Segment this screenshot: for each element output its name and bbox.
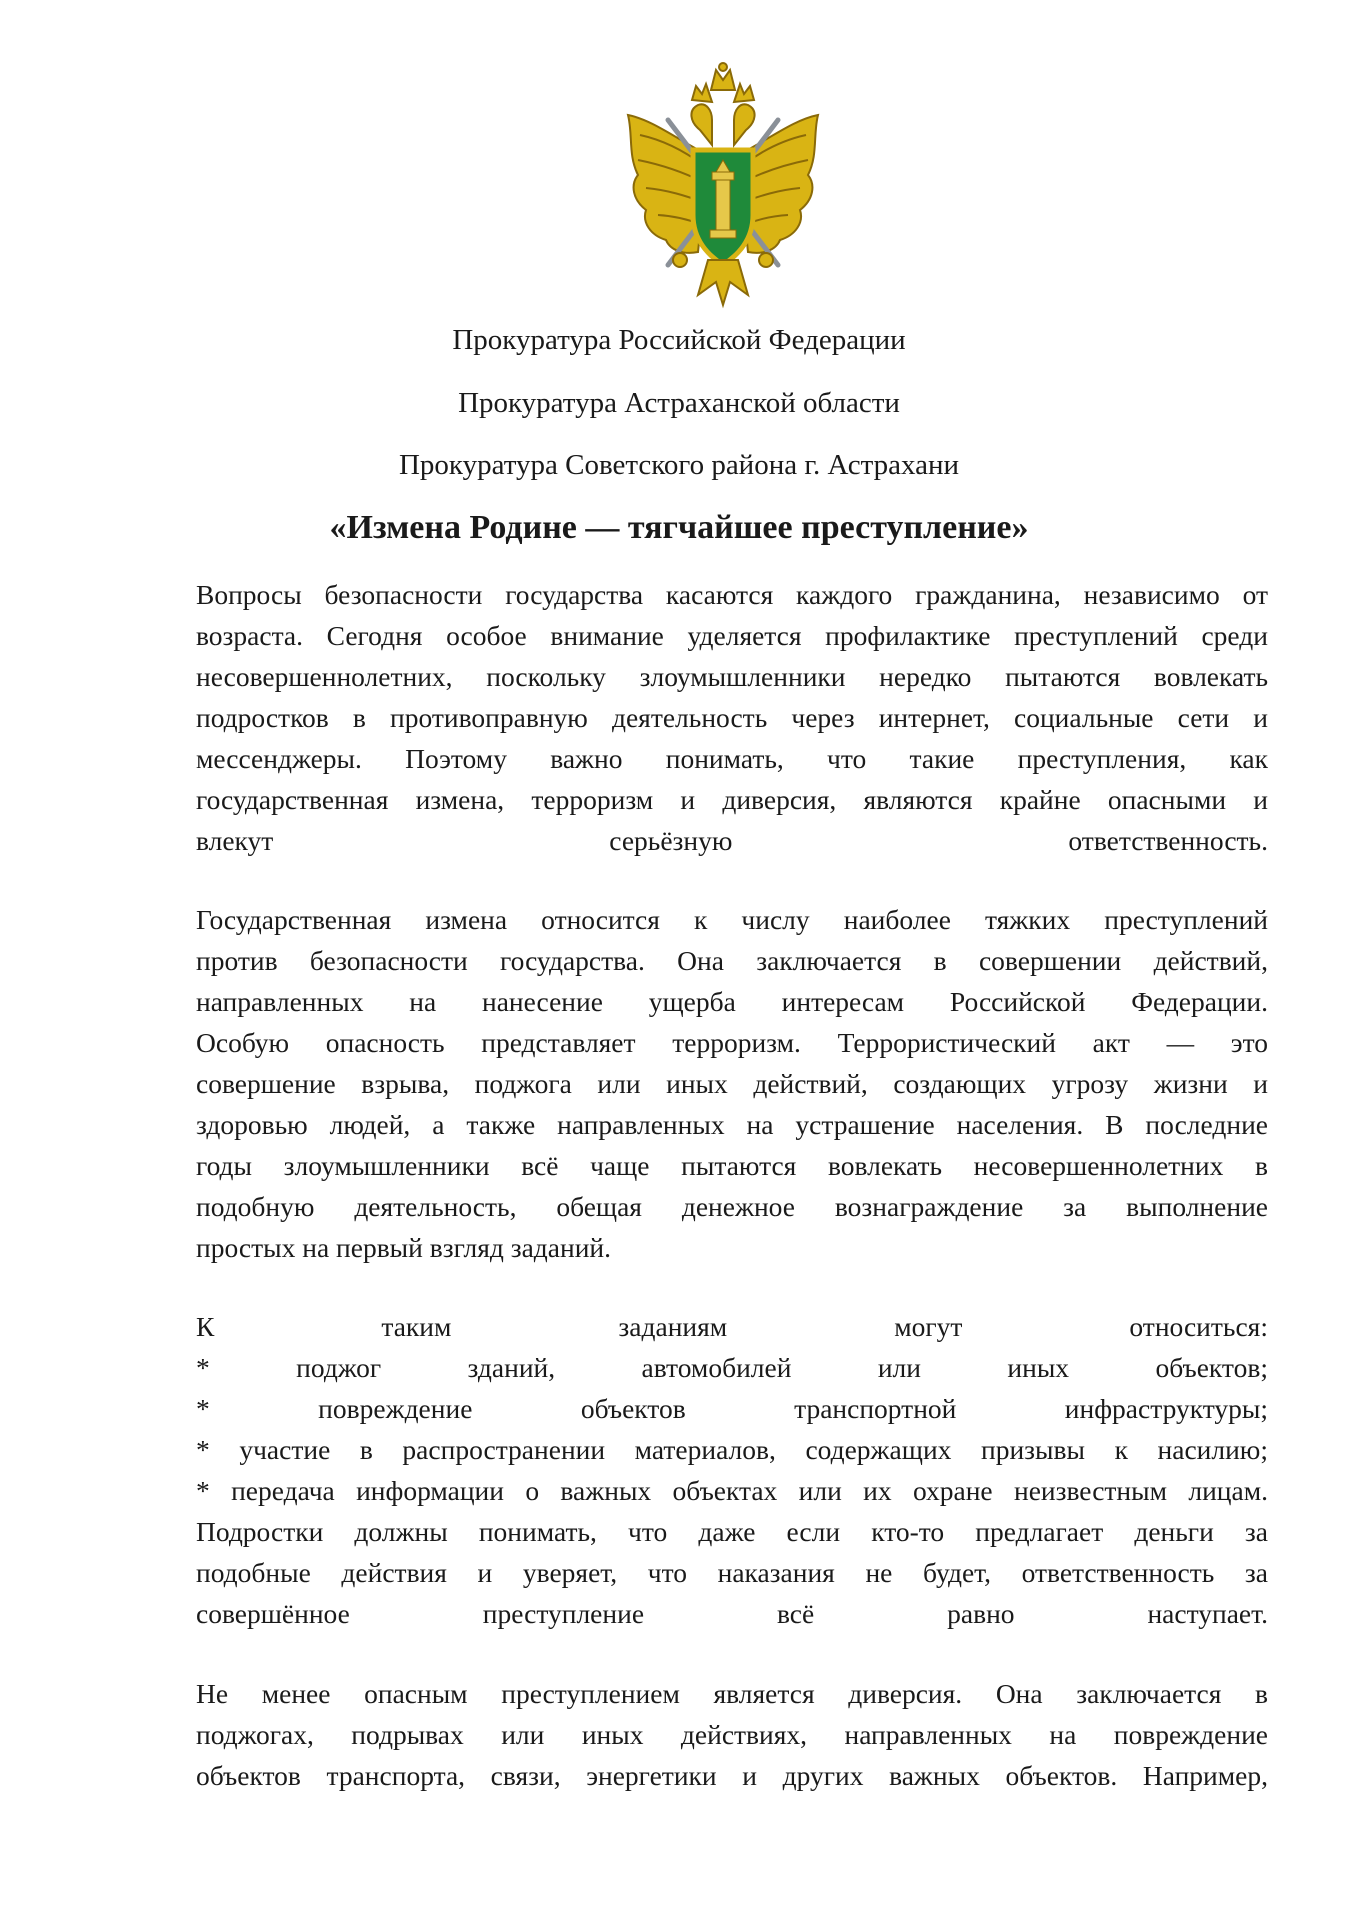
document-title: «Измена Родине — тягчайшее преступление» [329,509,1029,546]
text-line: подобные действия и уверяет, что наказания не будет, ответственность за [196,1557,1268,1588]
word: относиться: [1129,1311,1268,1342]
list-item: * передача информации о важных объектах или их охране неизвестным лицам. [196,1475,1268,1506]
word: инфраструктуры; [1064,1393,1268,1424]
word: иных [1007,1352,1070,1383]
org-line-region: Прокуратура Астраханской области [458,387,900,419]
word: зданий, [467,1352,556,1383]
text-line: подобную деятельность, обещая денежное вознаграждение за выполнение [196,1191,1268,1222]
word: серьёзную [609,825,733,856]
text-line: годы злоумышленники всё чаще пытаются вовлекать несовершеннолетних в [196,1150,1268,1181]
org-line-district: Прокуратура Советского района г. Астрахани [398,449,959,481]
word: ответственность. [1068,825,1268,856]
text-line-spread [196,1593,1268,1634]
word: заданиям [618,1311,728,1342]
word: К [196,1311,215,1342]
word: объектов; [1155,1352,1268,1383]
text-line-spread [196,820,1268,861]
word: наступает. [1147,1598,1268,1629]
paragraph-3 [196,1306,1268,1634]
bullet-asterisk: * [196,1393,210,1424]
word: таким [381,1311,452,1342]
list-item: * участие в распространении материалов, содержащих призывы к насилию; [196,1434,1268,1465]
text-line: здоровью людей, а также направленных на устрашение населения. В последние [196,1109,1268,1140]
org-line-federal: Прокуратура Российской Федерации [452,324,906,356]
text-line: Государственная измена относится к числу наиболее тяжких преступлений [196,904,1268,935]
text-line: мессенджеры. Поэтому важно понимать, что такие преступления, как [196,743,1268,774]
text-line: государственная измена, терроризм и диверсия, являются крайне опасными и [196,784,1268,815]
text-line-spread [196,1306,1268,1347]
text-line: Вопросы безопасности государства касаются каждого гражданина, независимо от [196,579,1268,610]
paragraph-1 [196,574,1268,861]
bullet-asterisk: * [196,1352,210,1383]
word: влекут [196,825,274,856]
text-line: Особую опасность представляет терроризм. Террористический акт — это [196,1027,1268,1058]
word: повреждение [318,1393,473,1424]
list-item [196,1388,1268,1429]
word: всё [776,1598,815,1629]
text-line: направленных на нанесение ущерба интересам Российской Федерации. [196,986,1268,1017]
text-line: простых на первый взгляд заданий. [196,1232,612,1263]
text-line: возраста. Сегодня особое внимание уделяется профилактике преступлений среди [196,620,1268,651]
text-line: несовершеннолетних, поскольку злоумышленники нередко пытаются вовлекать [196,661,1268,692]
word: транспортной [794,1393,957,1424]
list-item [196,1347,1268,1388]
text-line: Подростки должны понимать, что даже если кто-то предлагает деньги за [196,1516,1268,1547]
word: равно [947,1598,1015,1629]
text-line: против безопасности государства. Она заключается в совершении действий, [196,945,1268,976]
prosecutor-emblem-icon [608,60,838,310]
text-line: подростков в противоправную деятельность через интернет, социальные сети и [196,702,1268,733]
paragraph-4 [196,1673,1268,1796]
word: объектов [580,1393,686,1424]
word: совершённое [196,1598,350,1629]
text-line: поджогах, подрывах или иных действиях, направленных на повреждение [196,1719,1268,1750]
word: автомобилей [641,1352,792,1383]
word: преступление [482,1598,645,1629]
paragraph-2 [196,899,1268,1268]
word: или [877,1352,921,1383]
text-line: объектов транспорта, связи, энергетики и других важных объектов. Например, [196,1760,1268,1791]
text-line: совершение взрыва, поджога или иных действий, создающих угрозу жизни и [196,1068,1268,1099]
text-line: Не менее опасным преступлением является диверсия. Она заключается в [196,1678,1268,1709]
word: поджог [296,1352,382,1383]
word: могут [894,1311,963,1342]
